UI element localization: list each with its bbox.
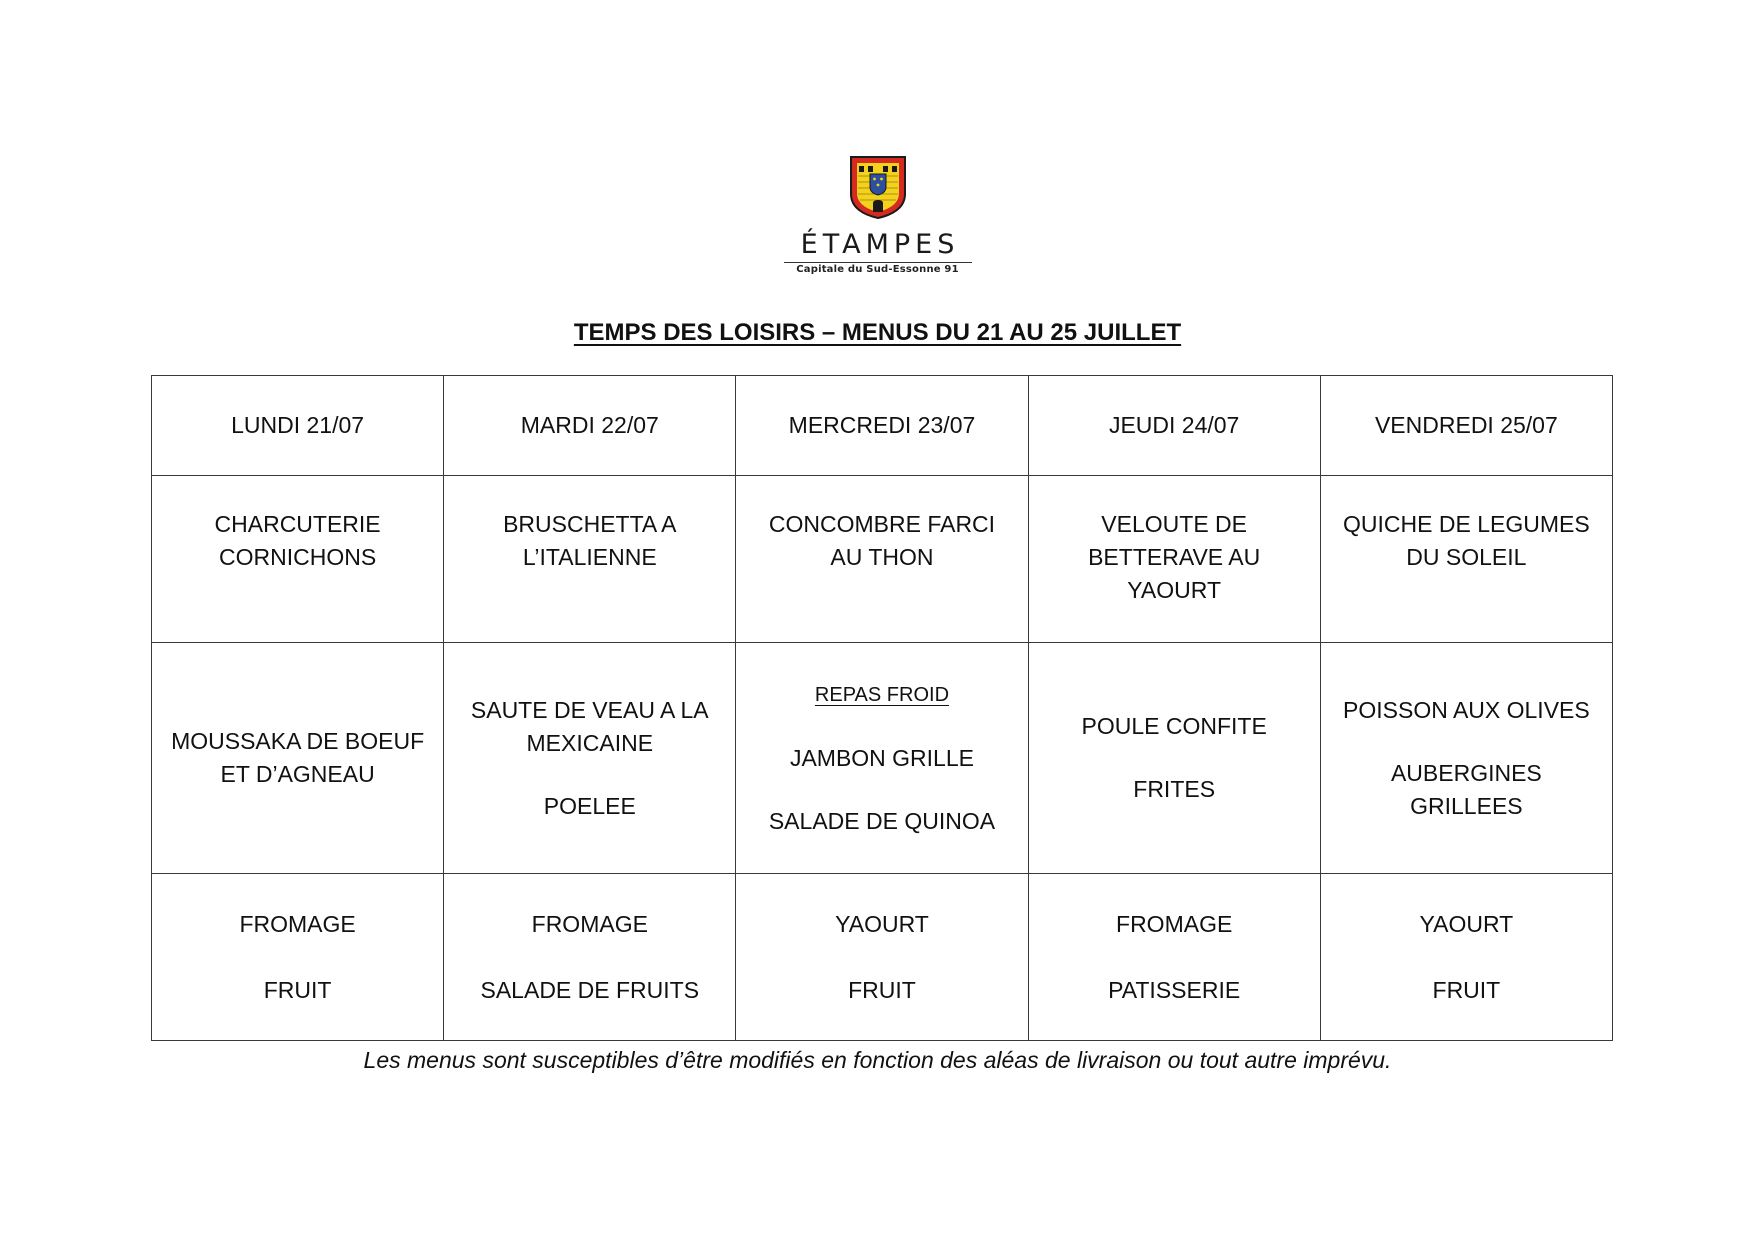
starter-line: BETTERAVE AU	[1088, 544, 1261, 570]
starter-line: CHARCUTERIE	[214, 511, 381, 537]
menu-disclaimer: Les menus sont susceptibles d’être modifiés en fonction des aléas de livraison ou tout autre imprévu.	[363, 1047, 1392, 1073]
day-header-jeudi: JEUDI 24/07	[1028, 376, 1320, 476]
city-name: ÉTAMPES	[800, 229, 960, 260]
dessert-sweet: FRUIT	[848, 976, 916, 1003]
starter-line: CORNICHONS	[219, 544, 377, 570]
main-side-line: POELEE	[543, 792, 636, 819]
weekly-menu-table	[151, 375, 1613, 1041]
dessert-sweet: SALADE DE FRUITS	[480, 976, 700, 1003]
dessert-cell-jeudi	[1028, 874, 1320, 1041]
main-dish-line: ET D’AGNEAU	[220, 761, 375, 787]
day-header-vendredi: VENDREDI 25/07	[1320, 376, 1612, 476]
starter-line: YAOURT	[1127, 577, 1222, 603]
dessert-dairy: FROMAGE	[531, 910, 648, 937]
dessert-sweet: FRUIT	[263, 976, 332, 1003]
main-cell-lundi	[152, 643, 444, 874]
main-dish-line: POULE CONFITE	[1081, 713, 1267, 739]
cold-meal-heading: REPAS FROID	[814, 683, 950, 706]
main-cell-mercredi	[736, 643, 1028, 874]
dessert-dairy: YAOURT	[1419, 910, 1514, 937]
starter-cell-jeudi	[1028, 476, 1320, 643]
main-cell-mardi	[444, 643, 736, 874]
starter-line: DU SOLEIL	[1406, 544, 1527, 570]
starter-cell-vendredi	[1320, 476, 1612, 643]
dessert-cell-lundi	[152, 874, 444, 1041]
main-cell-vendredi	[1320, 643, 1612, 874]
main-dish-line: MOUSSAKA DE BOEUF	[171, 728, 425, 754]
table-row-mains	[152, 643, 1613, 874]
main-side-line: GRILLEES	[1410, 792, 1523, 819]
main-dish-line: MEXICAINE	[526, 729, 654, 756]
main-dish-line: JAMBON GRILLE	[789, 744, 974, 771]
page-title	[0, 318, 1755, 348]
main-side-line: SALADE DE QUINOA	[768, 807, 996, 834]
main-dish-line: SAUTE DE VEAU A LA	[470, 696, 709, 723]
day-header-mercredi: MERCREDI 23/07	[736, 376, 1028, 476]
starter-line: L’ITALIENNE	[522, 544, 657, 570]
main-dish-line: POISSON AUX OLIVES	[1343, 696, 1590, 723]
city-logo	[0, 154, 1755, 276]
starter-line: AU THON	[830, 544, 934, 570]
dessert-cell-mardi	[444, 874, 736, 1041]
starter-cell-mardi	[444, 476, 736, 643]
logo-divider	[784, 262, 972, 263]
main-side-line: FRITES	[1133, 776, 1216, 802]
table-row-starters	[152, 476, 1613, 643]
dessert-cell-vendredi	[1320, 874, 1612, 1041]
dessert-sweet: FRUIT	[1432, 976, 1501, 1003]
dessert-dairy: YAOURT	[835, 910, 929, 937]
day-header-lundi: LUNDI 21/07	[152, 376, 444, 476]
table-row-desserts	[152, 874, 1613, 1041]
table-row-days	[152, 376, 1613, 476]
starter-cell-lundi	[152, 476, 444, 643]
dessert-sweet: PATISSERIE	[1108, 976, 1241, 1003]
coat-of-arms-icon	[848, 154, 908, 220]
dessert-dairy: FROMAGE	[1116, 910, 1233, 937]
starter-line: VELOUTE DE	[1101, 511, 1248, 537]
starter-line: QUICHE DE LEGUMES	[1343, 511, 1590, 537]
main-side-line: AUBERGINES	[1390, 759, 1542, 786]
dessert-cell-mercredi	[736, 874, 1028, 1041]
starter-line: BRUSCHETTA A	[503, 511, 677, 537]
main-cell-jeudi	[1028, 643, 1320, 874]
starter-line: CONCOMBRE FARCI	[768, 511, 996, 537]
city-tagline: Capitale du Sud-Essonne 91	[796, 264, 959, 275]
page-title-text: TEMPS DES LOISIRS – MENUS DU 21 AU 25 JUILLET	[573, 319, 1182, 346]
dessert-dairy: FROMAGE	[239, 910, 356, 937]
starter-cell-mercredi	[736, 476, 1028, 643]
day-header-mardi: MARDI 22/07	[444, 376, 736, 476]
